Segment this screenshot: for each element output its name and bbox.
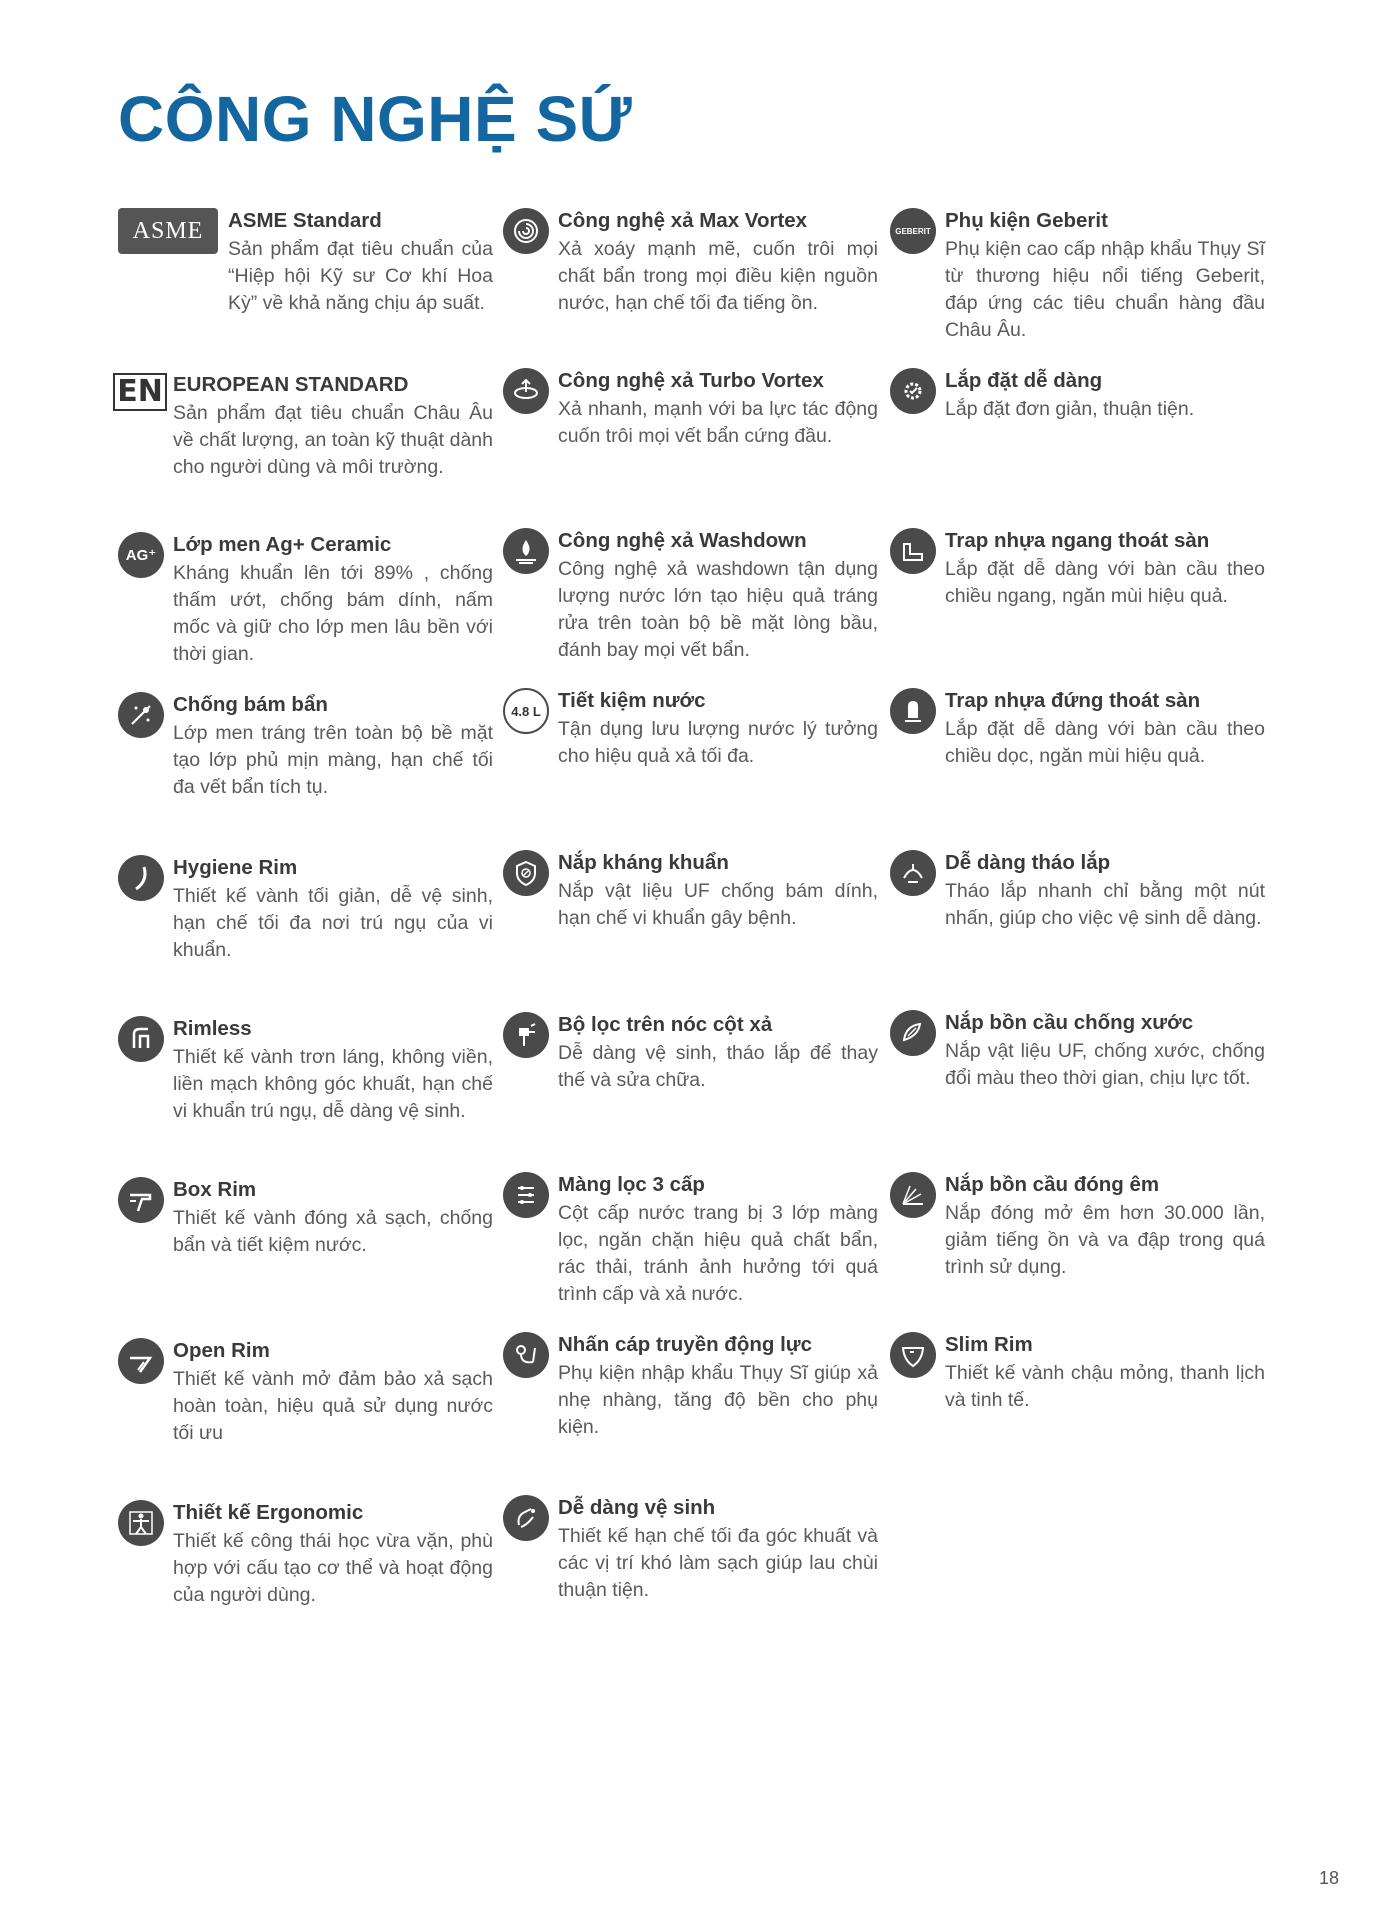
feature-description: Thiết kế vành đóng xả sạch, chống bẩn và tiết kiệm nước.	[173, 1207, 493, 1256]
vitruvian-man-icon	[118, 1500, 164, 1546]
feature-description: Phụ kiện nhập khẩu Thụy Sĩ giúp xả nhẹ nhàng, tăng độ bền cho phụ kiện.	[558, 1362, 878, 1438]
feature-title: Tiết kiệm nước	[558, 689, 706, 712]
feature-title: Lớp men Ag+ Ceramic	[173, 533, 392, 556]
feature-description: Kháng khuẩn lên tới 89% , chống thấm ướt, chống bám dính, nấm mốc và giữ cho lớp men lâu bền với thời gian.	[173, 562, 493, 665]
feature-description: Thiết kế vành trơn láng, không viền, liền mạch không góc khuất, hạn chế vi khuẩn trú ngụ, dễ dàng vệ sinh.	[173, 1046, 493, 1122]
page-number: 18	[1318, 1868, 1339, 1888]
geberit-badge-text: GEBERIT	[895, 226, 931, 236]
feature-title: Nắp kháng khuẩn	[558, 851, 729, 874]
feature-description: Phụ kiện cao cấp nhập khẩu Thụy Sĩ từ thương hiệu nổi tiếng Geberit, đáp ứng các tiêu chuẩn hàng đầu Châu Âu.	[945, 238, 1265, 341]
slim-rim-icon	[890, 1332, 936, 1378]
feature-title: Công nghệ xả Washdown	[558, 529, 807, 552]
feature-title: Dễ dàng vệ sinh	[558, 1496, 716, 1519]
feature-title: Bộ lọc trên nóc cột xả	[558, 1013, 773, 1036]
feature-title: Công nghệ xả Max Vortex	[558, 209, 808, 232]
feature-title: Thiết kế Ergonomic	[173, 1501, 364, 1524]
feature-title: Màng lọc 3 cấp	[558, 1173, 705, 1196]
feature-description: Thiết kế công thái học vừa vặn, phù hợp với cấu tạo cơ thể và hoạt động của người dùng.	[173, 1530, 493, 1606]
page-title: CÔNG NGHỆ SỨ	[118, 83, 633, 155]
feature-description: Sản phẩm đạt tiêu chuẩn Châu Âu về chất lượng, an toàn kỹ thuật dành cho người dùng và môi trường.	[173, 402, 493, 478]
feature-title: Công nghệ xả Turbo Vortex	[558, 369, 824, 392]
feature-description: Xả xoáy mạnh mẽ, cuốn trôi mọi chất bẩn trong mọi điều kiện nguồn nước, hạn chế tối đa tiếng ồn.	[558, 238, 878, 314]
feature-title: Rimless	[173, 1017, 252, 1040]
feature-description: Lắp đặt đơn giản, thuận tiện.	[945, 398, 1195, 420]
three-layer-filter-icon	[503, 1172, 549, 1218]
liters-badge-text: 4.8 L	[511, 703, 541, 719]
sparkle-icon	[118, 692, 164, 738]
feature-title: Chống bám bẩn	[173, 693, 328, 716]
ag-badge-text: AG⁺	[125, 547, 157, 564]
feature-description: Thiết kế vành tối giản, dễ vệ sinh, hạn chế tối đa nơi trú ngụ của vi khuẩn.	[173, 885, 493, 961]
soft-close-lid-icon	[890, 1172, 936, 1218]
feature-title: Nhấn cáp truyền động lực	[558, 1333, 813, 1356]
feature-description: Lắp đặt dễ dàng với bàn cầu theo chiều ngang, ngăn mùi hiệu quả.	[945, 558, 1265, 607]
open-rim-icon	[118, 1338, 164, 1384]
rimless-icon	[118, 1016, 164, 1062]
feature-description: Nắp vật liệu UF, chống xước, chống đổi màu theo thời gian, chịu lực tốt.	[945, 1040, 1265, 1089]
feature-description: Nắp vật liệu UF chống bám dính, hạn chế vi khuẩn gây bệnh.	[558, 880, 878, 929]
feature-description: Thiết kế vành chậu mỏng, thanh lịch và tinh tế.	[945, 1362, 1265, 1411]
feature-title: EUROPEAN STANDARD	[173, 373, 409, 396]
feature-description: Tận dụng lưu lượng nước lý tưởng cho hiệu quả xả tối đa.	[558, 718, 878, 767]
feature-title: Nắp bồn cầu chống xước	[945, 1011, 1194, 1034]
feature-title: Trap nhựa ngang thoát sàn	[945, 529, 1210, 552]
en-logo-icon	[118, 372, 162, 412]
feature-description: Xả nhanh, mạnh với ba lực tác động cuốn trôi mọi vết bẩn cứng đầu.	[558, 398, 878, 447]
vertical-trap-icon	[890, 688, 936, 734]
cleaning-hand-icon	[503, 1495, 549, 1541]
feature-description: Sản phẩm đạt tiêu chuẩn của “Hiệp hội Kỹ sư Cơ khí Hoa Kỳ” về khả năng chịu áp suất.	[228, 238, 493, 314]
feature-description: Thiết kế vành mở đảm bảo xả sạch hoàn toàn, hiệu quả sử dụng nước tối ưu	[173, 1368, 493, 1444]
vortex-icon	[503, 208, 549, 254]
filter-valve-icon	[503, 1012, 549, 1058]
detachable-lid-icon	[890, 850, 936, 896]
feature-title: Lắp đặt dễ dàng	[945, 369, 1103, 392]
horizontal-trap-icon	[890, 528, 936, 574]
washdown-drop-icon	[503, 528, 549, 574]
ag-ceramic-icon	[118, 532, 164, 578]
asme-logo-icon	[118, 208, 218, 254]
feature-description: Lắp đặt dễ dàng với bàn cầu theo chiều dọc, ngăn mùi hiệu quả.	[945, 718, 1265, 767]
feature-description: Thiết kế hạn chế tối đa góc khuất và các vị trí khó làm sạch giúp lau chùi thuận tiện.	[558, 1525, 878, 1601]
asme-badge-text: ASME	[132, 217, 204, 244]
feature-description: Cột cấp nước trang bị 3 lớp màng lọc, ngăn chặn hiệu quả chất bẩn, rác thải, tránh ảnh hưởng tới quá trình cấp và xả nước.	[558, 1202, 878, 1305]
geberit-logo-icon	[890, 208, 936, 254]
feature-description: Dễ dàng vệ sinh, tháo lắp để thay thế và sửa chữa.	[558, 1042, 878, 1091]
gear-wrench-icon	[890, 368, 936, 414]
turbo-vortex-icon	[503, 368, 549, 414]
box-rim-icon	[118, 1177, 164, 1223]
feature-description: Công nghệ xả washdown tận dụng lượng nước lớn tạo hiệu quả tráng rửa trên toàn bộ bề mặt lòng bầu, đánh bay mọi vết bẩn.	[558, 558, 878, 661]
feature-title: Dễ dàng tháo lắp	[945, 851, 1111, 874]
water-saving-4-8l-icon	[503, 688, 549, 734]
feature-title: Phụ kiện Geberit	[945, 209, 1108, 232]
feature-title: ASME Standard	[228, 209, 382, 232]
hygiene-rim-icon	[118, 855, 164, 901]
feature-description: Nắp đóng mở êm hơn 30.000 lần, giảm tiếng ồn và va đập trong quá trình sử dụng.	[945, 1202, 1265, 1278]
en-badge-text: EN	[113, 373, 167, 411]
feature-title: Open Rim	[173, 1339, 270, 1362]
feature-description: Tháo lắp nhanh chỉ bằng một nút nhấn, giúp cho việc vệ sinh dễ dàng.	[945, 880, 1265, 929]
feature-title: Nắp bồn cầu đóng êm	[945, 1173, 1160, 1196]
lid-scratch-icon	[890, 1010, 936, 1056]
feature-title: Box Rim	[173, 1178, 257, 1201]
feature-title: Trap nhựa đứng thoát sàn	[945, 689, 1201, 712]
cable-button-icon	[503, 1332, 549, 1378]
feature-title: Hygiene Rim	[173, 856, 298, 879]
feature-title: Slim Rim	[945, 1333, 1033, 1356]
shield-icon	[503, 850, 549, 896]
feature-description: Lớp men tráng trên toàn bộ bề mặt tạo lớp phủ mịn màng, hạn chế tối đa vết bẩn tích tụ.	[173, 722, 493, 798]
